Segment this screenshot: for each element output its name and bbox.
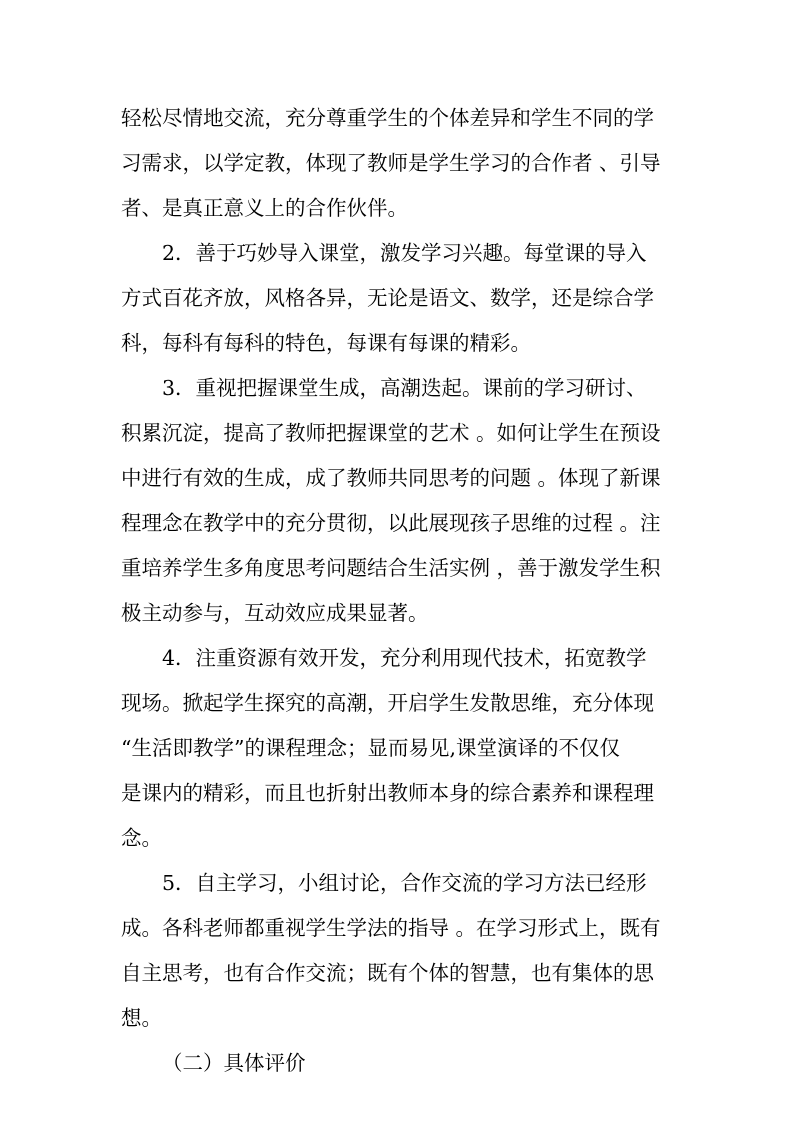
section-heading: （二）具体评价 [162,1051,306,1075]
text-line: 极主动参与，互动效应成果显著。 [121,601,429,625]
text-line: 科，每科有每科的特色，每课有每课的精彩。 [121,331,531,355]
paragraph-2-start: 2．善于巧妙导入课堂，激发学习兴趣。每堂课的导入 [162,241,647,265]
text-line: 重培养学生多角度思考问题结合生活实例 ，善于激发学生积 [121,556,661,580]
text-line: 中进行有效的生成，成了教师共同思考的问题 。体现了新课 [121,466,661,490]
text-line: 积累沉淀，提高了教师把握课堂的艺术 。如何让学生在预设 [121,421,661,445]
text-line: “生活即教学”的课程理念；显而易见,课堂演译的不仅仅 [121,736,620,760]
text-line: 是课内的精彩，而且也折射出教师本身的综合素养和课程理 [121,781,654,805]
text-line: 念。 [121,826,162,850]
paragraph-5-start: 5．自主学习，小组讨论，合作交流的学习方法已经形 [162,871,647,895]
paragraph-3-start: 3．重视把握课堂生成，高潮迭起。课前的学习研讨、 [162,376,647,400]
text-line: 现场。掀起学生探究的高潮，开启学生发散思维，充分体现 [121,691,654,715]
text-line: 方式百花齐放，风格各异，无论是语文、数学，还是综合学 [121,286,654,310]
text-line: 想。 [121,1006,162,1030]
text-line: 者、是真正意义上的合作伙伴。 [121,196,408,220]
text-line: 习需求，以学定教，体现了教师是学生学习的合作者 、引导 [121,151,661,175]
text-line: 程理念在教学中的充分贯彻，以此展现孩子思维的过程 。注 [121,511,661,535]
text-line: 成。各科老师都重视学生学法的指导 。在学习形式上，既有 [121,916,661,940]
text-line: 轻松尽情地交流，充分尊重学生的个体差异和学生不同的学 [121,106,654,130]
text-line: 自主思考，也有合作交流；既有个体的智慧，也有集体的思 [121,961,654,985]
paragraph-4-start: 4．注重资源有效开发，充分利用现代技术，拓宽教学 [162,646,647,670]
